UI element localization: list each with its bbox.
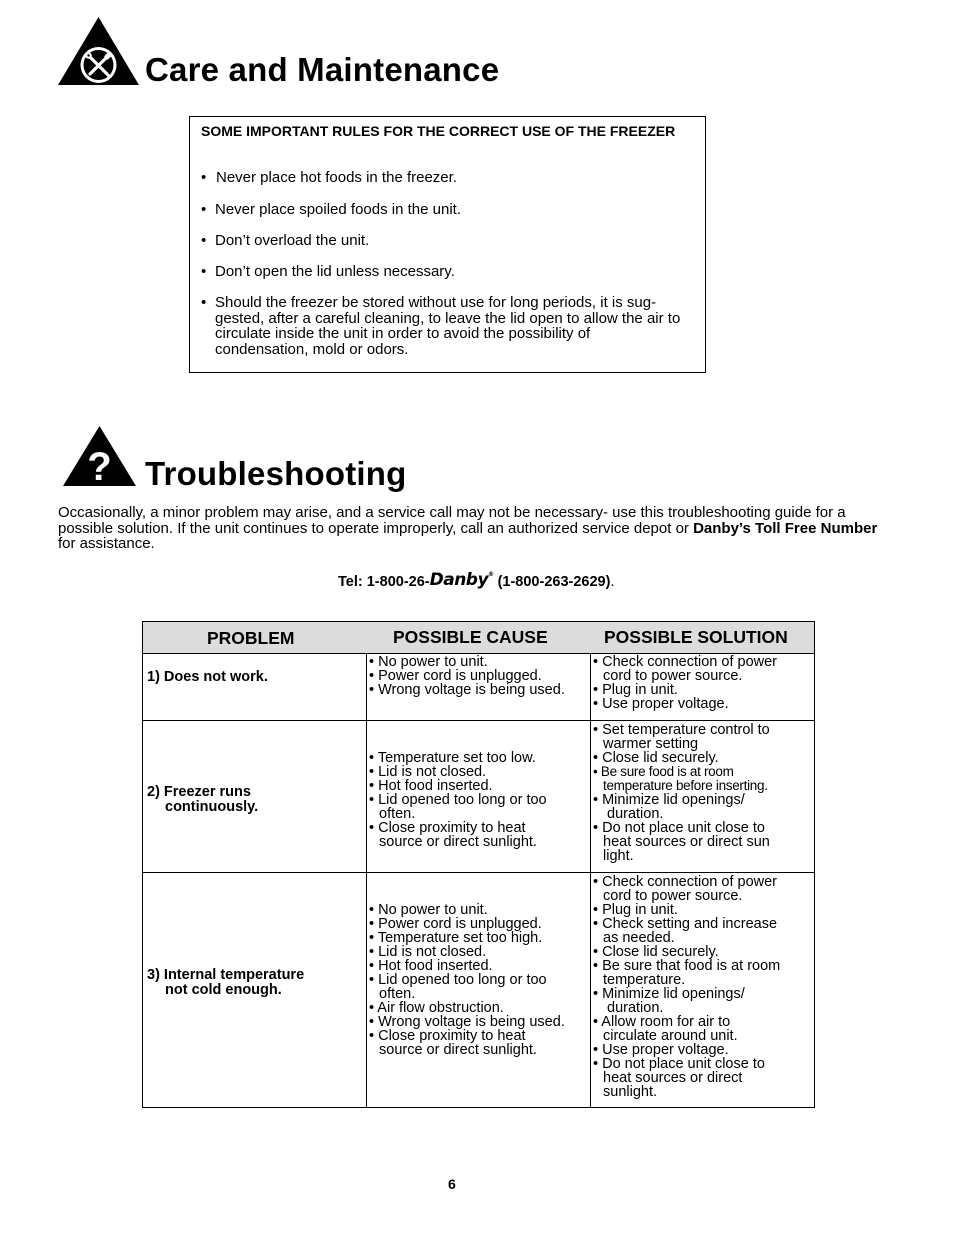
rule-item: • Never place spoiled foods in the unit.: [201, 201, 461, 218]
troubleshooting-title: Troubleshooting: [145, 455, 407, 492]
header-solution: POSSIBLE SOLUTION: [604, 627, 788, 647]
problem-label: 3) Internal temperature not cold enough.: [147, 967, 305, 998]
danby-logo: Danby®: [429, 570, 494, 590]
solution-list: • Check connection of power cord to power source. • Plug in unit. • Check setting and increase as needed. • Close lid securely. • Be sure that food is at room temperature. • Minimize lid openings/ duration. • Allow room for air to circulate around unit. • Use proper voltage. • Do not place unit close to heat sources or direct sunlight.: [593, 874, 781, 1100]
rule-item: • Don’t open the lid unless necessary.: [201, 263, 455, 280]
solution-list: • Check connection of power cord to power source. • Plug in unit. • Use proper voltage.: [593, 654, 778, 712]
troubleshooting-table: [142, 621, 815, 1108]
cause-list: • No power to unit. • Power cord is unplugged. • Temperature set too high. • Lid is not closed. • Hot food inserted. • Lid opened too long or too often. • Air flow obstruction. • Wrong voltage is being used. • Close proximity to heat source or direct sunlight.: [369, 902, 565, 1058]
troubleshooting-intro: Occasionally, a minor problem may arise, and a service call may not be necessary- use this troubleshooting guide for a possible solution. If the unit continues to operate improperly, call an authorized service depot or Danby’s Toll Free Number for assistance.: [58, 504, 878, 553]
tools-warning-icon: [57, 16, 140, 86]
column-divider: [590, 653, 591, 1108]
row-divider: [143, 720, 814, 721]
page-number: 6: [448, 1176, 456, 1192]
care-maintenance-title: Care and Maintenance: [145, 51, 500, 88]
freezer-rules-box: [189, 116, 706, 373]
problem-label: 1) Does not work.: [147, 669, 268, 685]
rule-item: • Never place hot foods in the freezer.: [201, 169, 457, 186]
toll-free-phone: Tel: 1-800-26-Danby® (1-800-263-2629).: [338, 566, 614, 591]
svg-text:?: ?: [87, 445, 112, 487]
header-problem: PROBLEM: [207, 628, 295, 648]
rules-heading: SOME IMPORTANT RULES FOR THE CORRECT USE OF THE FREEZER: [201, 123, 676, 139]
question-warning-icon: [62, 425, 137, 487]
row-divider: [143, 872, 814, 873]
rule-item: • Should the freezer be stored without use for long periods, it is sug-gested, after a careful cleaning, to leave the lid open to allow the air to circulate inside the unit in order to avoid the possibility of condensation, mold or odors.: [201, 294, 681, 358]
solution-list: • Set temperature control to warmer setting • Close lid securely. • Be sure food is at room temperature before inserting. • Minimize lid openings/ duration. • Do not place unit close to heat sources or direct sun light.: [593, 722, 770, 864]
rule-item: • Don’t overload the unit.: [201, 232, 370, 249]
cause-list: • No power to unit. • Power cord is unplugged. • Wrong voltage is being used.: [369, 654, 565, 698]
cause-list: • Temperature set too low. • Lid is not closed. • Hot food inserted. • Lid opened too long or too often. • Close proximity to heat source or direct sunlight.: [369, 750, 547, 850]
header-cause: POSSIBLE CAUSE: [393, 627, 548, 647]
table-header: [143, 622, 814, 654]
problem-label: 2) Freezer runs continuously.: [147, 784, 259, 815]
column-divider: [366, 653, 367, 1108]
